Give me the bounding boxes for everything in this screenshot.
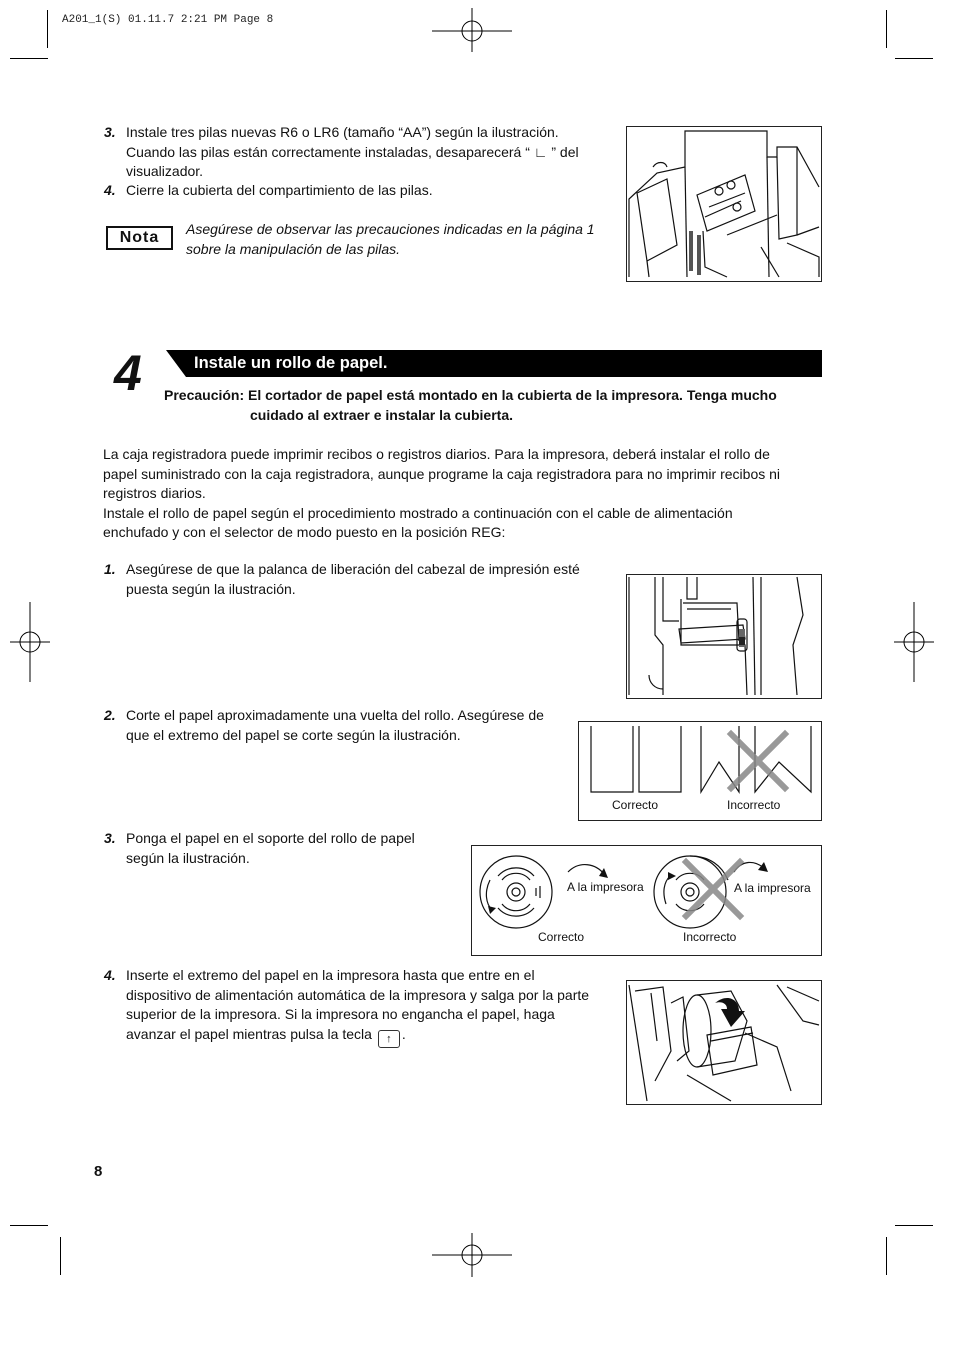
step-line: Corte el papel aproximadamente una vuelta del rollo. Asegúrese de — [126, 707, 544, 723]
crop-mark — [895, 1225, 933, 1226]
step-text — [126, 181, 433, 201]
step-line: superior de la impresora. Si la impresora no engancha el papel, haga — [126, 1006, 555, 1022]
print-slug: A201_1(S) 01.11.7 2:21 PM Page 8 — [62, 14, 274, 26]
step-text — [126, 123, 579, 182]
cut-correct-caption: Correcto — [612, 798, 659, 812]
battery-step-3 — [104, 123, 604, 183]
roll-incorrect-caption: Incorrecto — [683, 930, 737, 944]
battery-compartment-illustration — [626, 126, 822, 282]
step-number: 3. — [104, 830, 116, 846]
step-line: Asegúrese de que la palanca de liberación del cabezal de impresión esté — [126, 561, 580, 577]
page-number: 8 — [94, 1163, 103, 1180]
step-number: 4. — [104, 182, 116, 198]
caution-text — [164, 386, 814, 425]
roll-correct-caption: Correcto — [538, 930, 585, 944]
intro-line: enchufado y con el selector de modo puesto en la posición REG: — [103, 524, 506, 540]
step-number: 4. — [104, 967, 116, 983]
section-title: Instale un rollo de papel. — [194, 354, 388, 372]
caution-line-1: Precaución: El cortador de papel está montado en la cubierta de la impresora. Tenga mucho — [164, 387, 777, 403]
intro-line: La caja registradora puede imprimir recibos o registros diarios. Para la impresora, deberá instalar el rollo de — [103, 446, 770, 462]
crop-mark — [60, 1237, 61, 1275]
step-line-suffix: . — [401, 1025, 406, 1042]
paper-step-2 — [104, 706, 574, 746]
paper-roll-orientation-illustration — [471, 845, 822, 956]
paper-step-1 — [104, 560, 604, 600]
paper-feed-key-icon: ↑ — [378, 1030, 400, 1048]
step-text — [126, 966, 589, 1048]
registration-mark-left — [10, 602, 50, 682]
crop-mark — [895, 58, 933, 59]
print-head-lever-illustration — [626, 574, 822, 699]
intro-line: Instale el rollo de papel según el procedimiento mostrado a continuación con el cable de alimentación — [103, 504, 733, 521]
paper-step-4 — [104, 966, 614, 1046]
note-line: sobre la manipulación de las pilas. — [186, 241, 401, 257]
cut-incorrect-caption: Incorrecto — [727, 798, 781, 812]
caution-line-2: cuidado al extraer e instalar la cubierta. — [250, 406, 513, 423]
step-line: dispositivo de alimentación automática de la impresora y salga por la parte — [126, 986, 590, 1003]
crop-mark — [886, 10, 887, 48]
paper-cut-illustration — [578, 721, 822, 821]
step-number: 2. — [104, 707, 116, 723]
intro-paragraph — [103, 445, 823, 543]
paper-insertion-illustration — [626, 980, 822, 1105]
crop-mark — [886, 1237, 887, 1275]
crop-mark — [47, 10, 48, 48]
registration-mark-top — [432, 8, 512, 52]
step-text — [126, 560, 580, 599]
step-line: visualizador. — [126, 163, 204, 179]
roll-to-printer-label-2: A la impresora — [734, 881, 811, 895]
battery-step-4 — [104, 181, 604, 201]
note-line: Asegúrese de observar las precauciones indicadas en la página 1 — [186, 221, 595, 237]
step-text — [126, 829, 415, 868]
note-text — [186, 219, 616, 259]
step-line: avanzar el papel mientras pulsa la tecla — [126, 1025, 372, 1042]
step-line: que el extremo del papel se corte según la ilustración. — [126, 726, 461, 743]
step-line: Instale tres pilas nuevas R6 o LR6 (tamaño “AA”) según la ilustración. — [126, 124, 559, 140]
step-line: Cuando las pilas están correctamente instaladas, desaparecerá “ ∟ ” del — [126, 143, 579, 160]
step-line: Ponga el papel en el soporte del rollo de papel — [126, 830, 415, 846]
crop-mark — [10, 58, 48, 59]
crop-mark — [10, 1225, 48, 1226]
step-line: puesta según la ilustración. — [126, 580, 296, 597]
note-label — [106, 226, 173, 250]
step-line: según la ilustración. — [126, 849, 250, 866]
note-label-text: Nota — [119, 229, 160, 246]
intro-line: papel suministrado con la caja registradora, aunque programe la caja registradora para no imprimir recibos ni — [103, 465, 781, 482]
step-text — [126, 706, 544, 745]
roll-to-printer-label-1: A la impresora — [567, 880, 644, 894]
registration-mark-right — [894, 602, 934, 682]
paper-step-3 — [104, 829, 444, 869]
step-number: 1. — [104, 561, 116, 577]
step-line-with-key — [126, 1025, 589, 1048]
section-number: 4 — [114, 345, 142, 401]
step-number: 3. — [104, 124, 116, 140]
step-line: Inserte el extremo del papel en la impresora hasta que entre en el — [126, 967, 535, 983]
intro-line: registros diarios. — [103, 485, 206, 501]
registration-mark-bottom — [432, 1233, 512, 1277]
step-line: Cierre la cubierta del compartimiento de las pilas. — [126, 182, 433, 198]
